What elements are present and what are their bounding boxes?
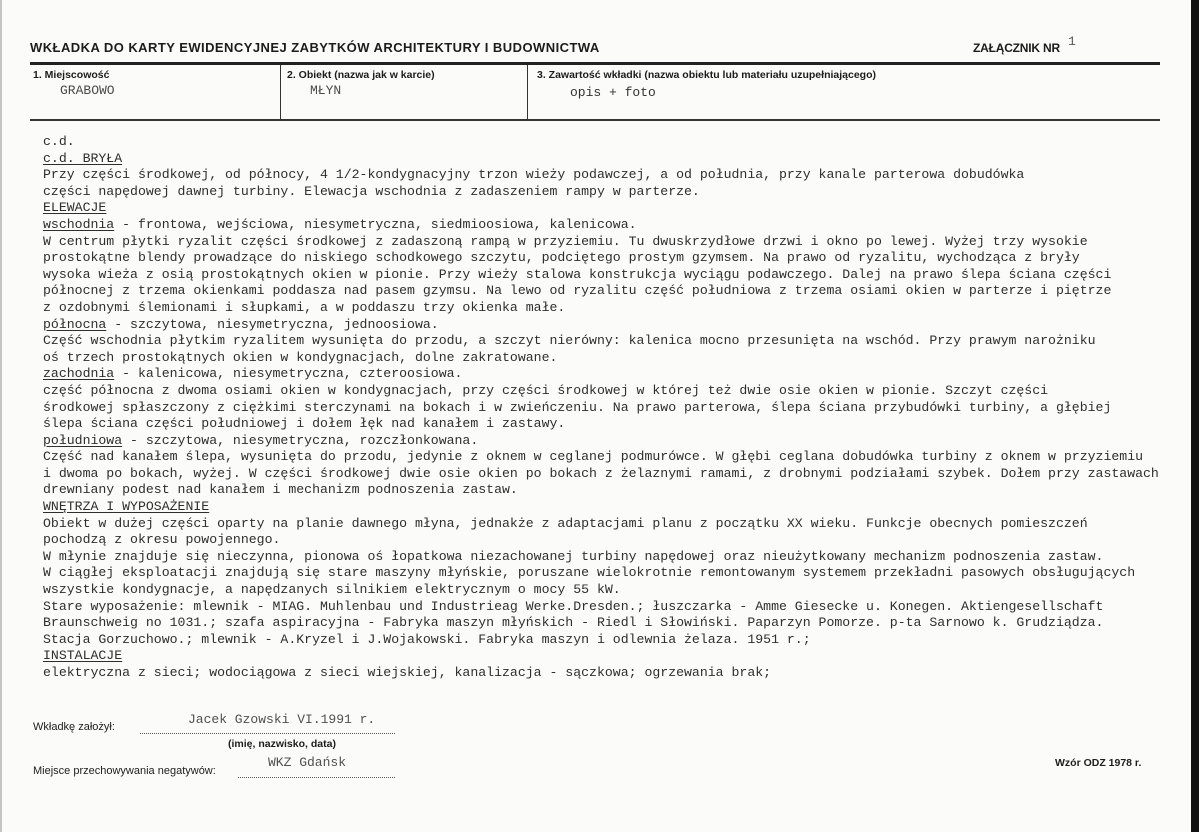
text-line: Braunschweig no 1031.; szafa aspiracyjna - Fabryka maszyn młyńskich - Riedl i Słowiński. Paparzyn Pomorze. p-ta Sarnowo k. Grudziądza. — [43, 615, 1104, 631]
contents-label: 3. Zawartość wkładki (nazwa obiektu lub materiału uzupełniającego) — [537, 69, 876, 81]
author-label: Wkładkę założył: — [33, 721, 115, 733]
text-line: drewniany podest nad kanałem i mechanizm podnoszenia zastaw. — [43, 482, 518, 498]
section-heading: INSTALACJE — [43, 648, 123, 664]
line-text: - szczytowa, niesymetryczna, rozczłonkowana. — [122, 432, 479, 448]
field-divider — [280, 65, 281, 120]
line-text: - kalenicowa, niesymetryczna, czteroosiowa. — [114, 366, 463, 382]
negatives-label: Miejsce przechowywania negatywów: — [33, 765, 216, 777]
text-line: i dwoma po bokach, wyżej. W części środkowej dwie osie okien po bokach z żelaznymi ramami, z drobnymi podziałami szybek. Dołem przy zastawach — [43, 465, 1159, 481]
annex-number: 1 — [1068, 34, 1076, 49]
line-text: - frontowa, wejściowa, niesymetryczna, siedmioosiowa, kalenicowa. — [114, 216, 637, 232]
form-title: WKŁADKA DO KARTY EWIDENCYJNEJ ZABYTKÓW ARCHITEKTURY I BUDOWNICTWA — [30, 40, 600, 55]
text-line: Obiekt w dużej części oparty na planie dawnego młyna, jednakże z adaptacjami planu z początku XX wieku. Funkcje obecnych pomieszczeń — [43, 515, 1088, 531]
text-line: Część wschodnia płytkim ryzalitem wysunięta do przodu, a szczyt nierówny: kalenica mocno przesunięta na wschód. Przy prawym narożniku — [43, 333, 1096, 349]
author-value: Jacek Gzowski VI.1991 r. — [188, 712, 376, 727]
text-line — [43, 317, 1159, 334]
section-heading: WNĘTRZA I WYPOSAŻENIE — [43, 499, 210, 515]
section-heading: c.d. BRYŁA — [43, 150, 123, 166]
author-dotted-line — [140, 733, 395, 734]
field-row-rule — [30, 119, 1160, 121]
text-line: Przy części środkowej, od północy, 4 1/2-kondygnacyjny trzon wieży podawczej, a od południa, przy kanale parterowa dobudówka — [43, 167, 1025, 183]
text-line: część północna z dwoma osiami okien w kondygnacjach, przy części środkowej w której też dwie osie okien w pionie. Szczyt części — [43, 382, 1049, 398]
text-line: Część nad kanałem ślepa, wysunięta do przodu, jedynie z oknem w ceglanej podmurówce. W głębi ceglana dobudówka turbiny z oknem w przyziemiu — [43, 449, 1144, 465]
text-line: oś trzech prostokątnych okien w kondygnacjach, dolne zakratowane. — [43, 349, 558, 365]
heading-line — [43, 200, 1159, 217]
heading-line — [43, 648, 1159, 665]
subsection-heading: północna — [43, 316, 107, 332]
negatives-value: WKZ Gdańsk — [268, 755, 347, 770]
text-line: c.d. — [43, 134, 75, 149]
section-heading: ELEWACJE — [43, 200, 107, 216]
negatives-dotted-line — [238, 777, 395, 778]
scan-edge-right — [1191, 0, 1199, 832]
object-label: 2. Obiekt (nazwa jak w karcie) — [287, 69, 435, 81]
author-caption: (imię, nazwisko, data) — [228, 738, 336, 750]
text-line — [43, 366, 1159, 383]
text-line: W ciągłej eksploatacji znajdują się stare maszyny młyńskie, poruszane wielokrotnie remontowanym systemem przekładni pasowych obsługujących — [43, 565, 1136, 581]
text-line: elektryczna z sieci; wodociągowa z sieci wiejskiej, kanalizacja - sączkowa; ogrzewania brak; — [43, 665, 772, 680]
field-divider — [527, 65, 528, 120]
locality-label: 1. Miejscowość — [33, 69, 110, 81]
text-line: z ozdobnymi ślemionami i słupkami, a w poddaszu trzy okienka małe. — [43, 299, 566, 315]
text-line: W młynie znajduje się nieczynna, pionowa oś łopatkowa niezachowanej turbiny napędowej oraz nieużytkowany mechanizm podnoszenia zastaw. — [43, 548, 1104, 564]
subsection-heading: zachodnia — [43, 366, 115, 382]
text-line: pochodzą z okresu powojennego. — [43, 532, 281, 548]
subsection-heading: południowa — [43, 432, 123, 448]
description-body — [43, 134, 1159, 682]
locality-value: GRABOWO — [60, 83, 115, 98]
subsection-heading: wschodnia — [43, 216, 115, 232]
object-value: MŁYN — [310, 83, 342, 98]
line-text: - szczytowa, niesymetryczna, jednoosiowa. — [106, 316, 439, 332]
text-line: wszystkie kondygnacje, a napędzanych silnikiem elektrycznym o mocy 55 kW. — [43, 582, 621, 598]
text-line — [43, 217, 1159, 234]
annex-label: ZAŁĄCZNIK NR — [973, 41, 1060, 55]
text-line: prostokątne blendy prowadzące do niskiego schodkowego szczytu, podciętego prostym gzymsem. Na prawo od ryzalitu, wychodząca z bryły — [43, 250, 1080, 266]
text-line: północnej z trzema okienkami poddasza nad pasem gzymsu. Na lewo od ryzalitu część południowa z trzema osiami okien w parterze i piętrze — [43, 283, 1112, 299]
text-line: ślepa ściana części południowej i dołem łęk nad kanałem i zastawy. — [43, 416, 566, 432]
text-line: środkowej spłaszczony z ciężkimi sterczynami na bokach i w zwieńczeniu. Na prawo parterowa, ślepa ściana przybudówki turbiny, a głębiej — [43, 399, 1112, 415]
heading-line — [43, 151, 1159, 168]
text-line: wysoka wieża z osią prostokątnych okien w pionie. Przy wieży stalowa konstrukcja wyciągu podawczego. Dalej na prawo ślepa ściana części — [43, 266, 1112, 282]
text-line: W centrum płytki ryzalit części środkowej z zadaszoną rampą w przyziemiu. Tu dwuskrzydłowe drzwi i okno po lewej. Wyżej trzy wysokie — [43, 233, 1088, 249]
heading-line — [43, 499, 1159, 516]
text-line: Stacja Gorzuchowo.; mlewnik - A.Kryzel i J.Wojakowski. Fabryka maszyn i odlewnia żelaza. 1951 r.; — [43, 631, 811, 647]
text-line: części napędowej dawnej turbiny. Elewacja wschodnia z zadaszeniem rampy w parterze. — [43, 183, 700, 199]
header-rule — [30, 62, 1160, 65]
contents-value: opis + foto — [570, 85, 656, 100]
form-model: Wzór ODZ 1978 r. — [1055, 757, 1142, 769]
text-line — [43, 433, 1159, 450]
scan-edge-left — [0, 0, 2, 832]
text-line: Stare wyposażenie: mlewnik - MIAG. Muhlenbau und Industrieag Werke.Dresden.; łuszczarka - Amme Giesecke u. Konegen. Aktiengesellschaft — [43, 598, 1104, 614]
